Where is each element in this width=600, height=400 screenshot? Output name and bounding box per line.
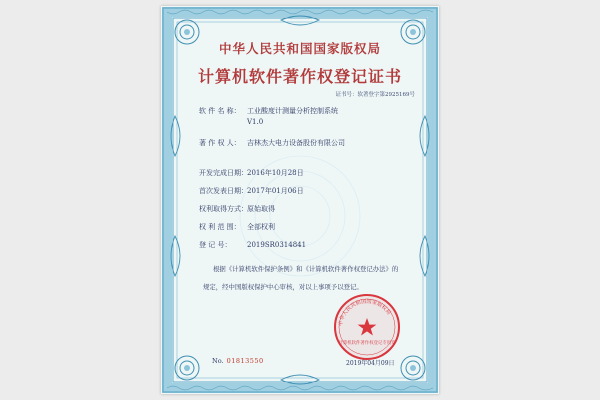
serial-number	[212, 357, 264, 365]
seal-text-top: 中华人民共和国国家版权局	[338, 298, 392, 327]
serial-value: 01813550	[226, 357, 264, 365]
software-version: V1.0	[247, 118, 264, 126]
registration-label: 登 记 号：	[199, 241, 232, 249]
official-seal	[332, 292, 402, 362]
pub-date-value: 2017年01月06日	[247, 187, 304, 195]
software-name-value: 工业酸度计测量分析控制系统	[247, 107, 338, 115]
scope-value: 全部权利	[247, 223, 275, 231]
software-name-label: 软 件 名 称：	[199, 107, 241, 115]
acquisition-label: 权利取得方式：	[199, 205, 248, 213]
pub-date-label: 首次发表日期：	[199, 187, 248, 195]
serial-label: No.	[212, 357, 224, 365]
certificate	[161, 6, 439, 394]
scope-label: 权 利 范 围：	[199, 223, 241, 231]
owner-value: 吉林杰大电力设备股份有限公司	[247, 139, 345, 147]
certificate-title: 计算机软件著作权登记证书	[197, 67, 402, 86]
issue-date: 2019年04月09日	[346, 360, 395, 367]
registration-value: 2019SR0314841	[247, 241, 307, 249]
seal-text-bottom: 计算机软件著作权登记专用章	[338, 341, 396, 346]
certificate-number: 证书号：软著登字第2925169号	[335, 92, 415, 98]
dev-date-value: 2016年10月28日	[247, 169, 304, 177]
acquisition-row	[199, 204, 275, 214]
registration-row	[199, 240, 306, 250]
scope-row	[199, 222, 275, 232]
acquisition-value: 原始取得	[247, 205, 275, 213]
dev-date-label: 开发完成日期：	[199, 169, 248, 177]
owner-row	[199, 138, 345, 148]
pub-date-row	[199, 186, 304, 196]
legal-basis-line-2: 规定，经中国版权保护中心审核，对以上事项予以登记。	[203, 283, 363, 291]
issuer-title: 中华人民共和国国家版权局	[218, 41, 381, 56]
legal-basis-line-1: 根据《计算机软件保护条例》和《计算机软件著作权登记办法》的	[213, 265, 399, 273]
dev-date-row	[199, 168, 304, 178]
software-name-row	[199, 106, 338, 126]
owner-label: 著 作 权 人：	[199, 139, 241, 147]
